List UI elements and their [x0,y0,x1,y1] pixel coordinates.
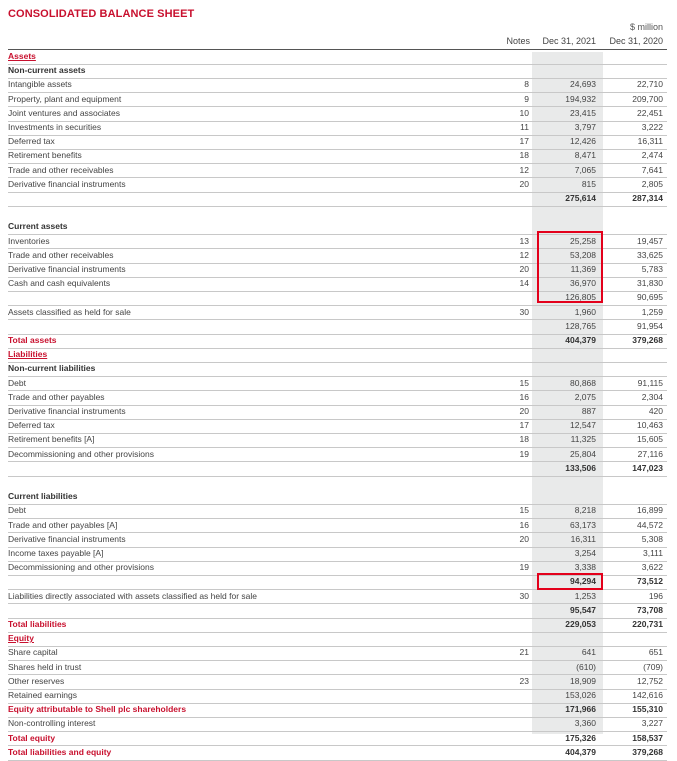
row-label: Retained earnings [8,690,77,700]
row-value-2021: 3,797 [574,122,596,132]
row-value-2021: 53,208 [570,249,596,260]
row-label: Non-current assets [8,65,86,76]
table-row [0,419,677,433]
row-note: 15 [519,377,529,388]
table-row [0,717,677,731]
row-value-2020: 5,308 [641,533,663,544]
table-row [0,746,677,760]
row-value-2020: 33,625 [637,249,663,260]
row-label: Total assets [8,335,57,345]
row-value-2020: 3,227 [641,718,663,729]
row-value-2020: 5,783 [641,264,663,274]
table-row [0,391,677,405]
table-row [0,547,677,561]
row-value-2020: 155,310 [632,704,663,715]
row-value-2021: 3,360 [574,718,596,729]
row-value-2021: 404,379 [565,335,596,345]
row-label: Equity attributable to Shell plc shareholders [8,704,187,715]
row-value-2021: 94,294 [570,576,596,587]
row-value-2020: 287,314 [632,193,663,203]
table-row [0,448,677,462]
row-value-2020: 3,111 [642,548,663,558]
table-row [0,661,677,675]
table-row [0,590,677,604]
row-value-2021: 8,218 [574,505,596,516]
table-row [0,78,677,92]
row-note: 20 [519,264,529,274]
row-note: 14 [519,278,529,289]
row-value-2021: 16,311 [570,533,596,544]
row-value-2021: 80,868 [570,377,596,388]
row-label: Investments in securities [8,122,102,132]
row-label: Trade and other payables [8,391,105,402]
row-label: Liabilities directly associated with assets classified as held for sale [8,590,257,601]
table-row [0,334,677,348]
row-value-2020: 16,899 [637,505,663,516]
table-row [0,462,677,476]
row-value-2021: 24,693 [570,79,596,90]
row-note: 30 [519,590,529,601]
row-note: 17 [519,136,529,147]
table-row [0,64,677,78]
table-row [0,149,677,163]
row-value-2021: 95,547 [570,604,596,615]
row-value-2020: 220,731 [632,619,663,629]
table-row [0,433,677,447]
row-value-2020: 147,023 [632,462,663,473]
row-value-2020: 22,710 [637,79,663,90]
row-note: 9 [524,93,529,104]
units-label: $ million [629,22,663,32]
row-label: Income taxes payable [A] [8,548,104,558]
row-label: Total liabilities and equity [8,746,112,757]
row-note: 8 [524,79,529,90]
row-note: 21 [519,647,529,658]
row-value-2021: 133,506 [565,462,596,473]
page-title: CONSOLIDATED BALANCE SHEET [8,8,195,20]
row-value-2020: 73,512 [637,576,663,587]
row-value-2020: 379,268 [632,335,663,345]
table-row [0,689,677,703]
row-value-2020: 91,954 [637,320,663,331]
table-row [0,93,677,107]
table-row [0,476,677,490]
row-value-2021: 2,075 [574,391,596,402]
table-row [0,164,677,178]
row-label: Trade and other receivables [8,164,114,175]
row-label: Other reserves [8,675,65,686]
row-value-2021: (610) [576,661,596,672]
row-value-2020: 420 [648,406,663,416]
row-value-2020: 22,451 [637,107,663,118]
row-value-2020: 15,605 [637,434,663,445]
table-row [0,732,677,746]
current-year-column-header: Dec 31, 2021 [542,36,596,46]
table-row [0,618,677,632]
row-label: Assets classified as held for sale [8,306,131,317]
row-label: Total liabilities [8,619,67,629]
row-note: 13 [519,235,529,246]
row-value-2020: 31,830 [637,278,663,289]
row-value-2020: 19,457 [637,235,663,246]
row-label: Total equity [8,732,56,743]
table-row [0,306,677,320]
row-value-2020: 209,700 [632,93,663,104]
row-note: 10 [519,107,529,118]
row-value-2020: 12,752 [637,675,663,686]
table-row [0,504,677,518]
row-value-2020: (709) [643,661,663,672]
row-label: Property, plant and equipment [8,93,122,104]
row-value-2020: 16,311 [637,136,663,147]
row-label: Retirement benefits [8,150,82,161]
row-note: 16 [519,519,529,530]
table-row [0,206,677,220]
row-label: Derivative financial instruments [8,406,126,416]
row-value-2020: 379,268 [632,746,663,757]
notes-column-header: Notes [506,36,530,46]
row-value-2021: 25,258 [570,235,596,246]
row-label: Derivative financial instruments [8,178,126,189]
row-value-2021: 12,547 [570,420,596,431]
highlight-box-current-assets [537,231,603,303]
row-value-2020: 91,115 [637,377,663,388]
row-label: Intangible assets [8,79,72,90]
row-note: 20 [519,406,529,416]
row-value-2021: 128,765 [565,320,596,331]
row-note: 12 [519,164,529,175]
row-value-2020: 3,222 [641,122,663,132]
table-row [0,107,677,121]
row-value-2020: 27,116 [637,448,663,459]
row-value-2021: 153,026 [565,690,596,700]
row-value-2021: 1,960 [574,306,596,317]
row-value-2021: 18,909 [570,675,596,686]
row-note: 20 [519,533,529,544]
row-note: 19 [519,448,529,459]
row-label: Inventories [8,235,50,246]
row-value-2021: 641 [581,647,596,658]
row-label: Equity [8,633,34,644]
row-value-2020: 2,304 [641,391,663,402]
row-label: Derivative financial instruments [8,533,126,544]
row-value-2020: 158,537 [632,732,663,743]
row-value-2021: 12,426 [570,136,596,147]
row-value-2021: 404,379 [565,746,596,757]
table-row [0,348,677,362]
row-note: 30 [519,306,529,317]
row-value-2021: 229,053 [565,619,596,629]
table-row [0,362,677,376]
table-row [0,632,677,646]
row-value-2020: 1,259 [641,306,663,317]
row-note: 15 [519,505,529,516]
row-value-2020: 90,695 [637,292,663,303]
row-label: Deferred tax [8,136,55,147]
row-label: Trade and other receivables [8,249,114,260]
row-label: Derivative financial instruments [8,264,126,274]
row-label: Assets [8,51,36,61]
row-value-2020: 142,616 [632,690,663,700]
table-row [0,604,677,618]
table-row [0,519,677,533]
row-label: Deferred tax [8,420,55,431]
row-label: Liabilities [8,349,48,360]
row-value-2021: 11,325 [570,434,596,445]
row-value-2021: 8,471 [574,150,596,161]
row-value-2021: 7,065 [574,164,596,175]
table-row [0,490,677,504]
table-row [0,377,677,391]
table-row [0,405,677,419]
row-label: Retirement benefits [A] [8,434,95,445]
row-value-2020: 44,572 [637,519,663,530]
row-value-2021: 1,253 [574,590,596,601]
table-row [0,533,677,547]
row-label: Decommissioning and other provisions [8,448,154,459]
row-value-2020: 196 [648,590,663,601]
row-value-2021: 11,369 [570,264,596,274]
row-value-2020: 3,622 [641,562,663,573]
row-label: Share capital [8,647,58,658]
row-value-2021: 126,805 [565,292,596,303]
row-value-2020: 2,805 [641,178,663,189]
row-value-2021: 25,804 [570,448,596,459]
table-row [0,135,677,149]
table-row [0,50,677,64]
row-note: 23 [519,675,529,686]
row-value-2021: 175,326 [565,732,596,743]
row-note: 16 [519,391,529,402]
row-value-2020: 10,463 [637,420,663,431]
table-row [0,646,677,660]
row-note: 18 [519,150,529,161]
row-label: Debt [8,377,26,388]
row-value-2021: 887 [581,406,596,416]
row-label: Decommissioning and other provisions [8,562,154,573]
row-label: Trade and other payables [A] [8,519,118,530]
row-value-2021: 3,338 [574,562,596,573]
row-note: 20 [519,178,529,189]
row-label: Current liabilities [8,491,78,502]
row-value-2021: 171,966 [565,704,596,715]
table-row [0,178,677,192]
row-label: Debt [8,505,26,516]
table-row [0,703,677,717]
highlight-box-current-liabilities-total [537,573,603,590]
table-row [0,192,677,206]
row-value-2020: 7,641 [641,164,663,175]
row-label: Shares held in trust [8,661,82,672]
prior-year-column-header: Dec 31, 2020 [609,36,663,46]
table-row [0,320,677,334]
row-value-2020: 2,474 [641,150,663,161]
row-label: Current assets [8,221,68,232]
row-note: 11 [520,122,529,132]
table-row [0,675,677,689]
row-value-2021: 23,415 [570,107,596,118]
row-value-2021: 275,614 [565,193,596,203]
row-value-2020: 651 [648,647,663,658]
row-divider [8,760,667,761]
row-value-2021: 3,254 [574,548,596,558]
row-value-2021: 63,173 [570,519,596,530]
row-value-2021: 36,970 [570,278,596,289]
row-value-2021: 194,932 [565,93,596,104]
row-note: 17 [519,420,529,431]
row-value-2021: 815 [581,178,596,189]
row-note: 18 [519,434,529,445]
row-label: Cash and cash equivalents [8,278,111,289]
table-row [0,121,677,135]
row-label: Non-controlling interest [8,718,96,729]
row-note: 19 [519,562,529,573]
row-value-2020: 73,708 [637,604,663,615]
row-note: 12 [519,249,529,260]
row-label: Non-current liabilities [8,363,96,374]
row-label: Joint ventures and associates [8,107,120,118]
